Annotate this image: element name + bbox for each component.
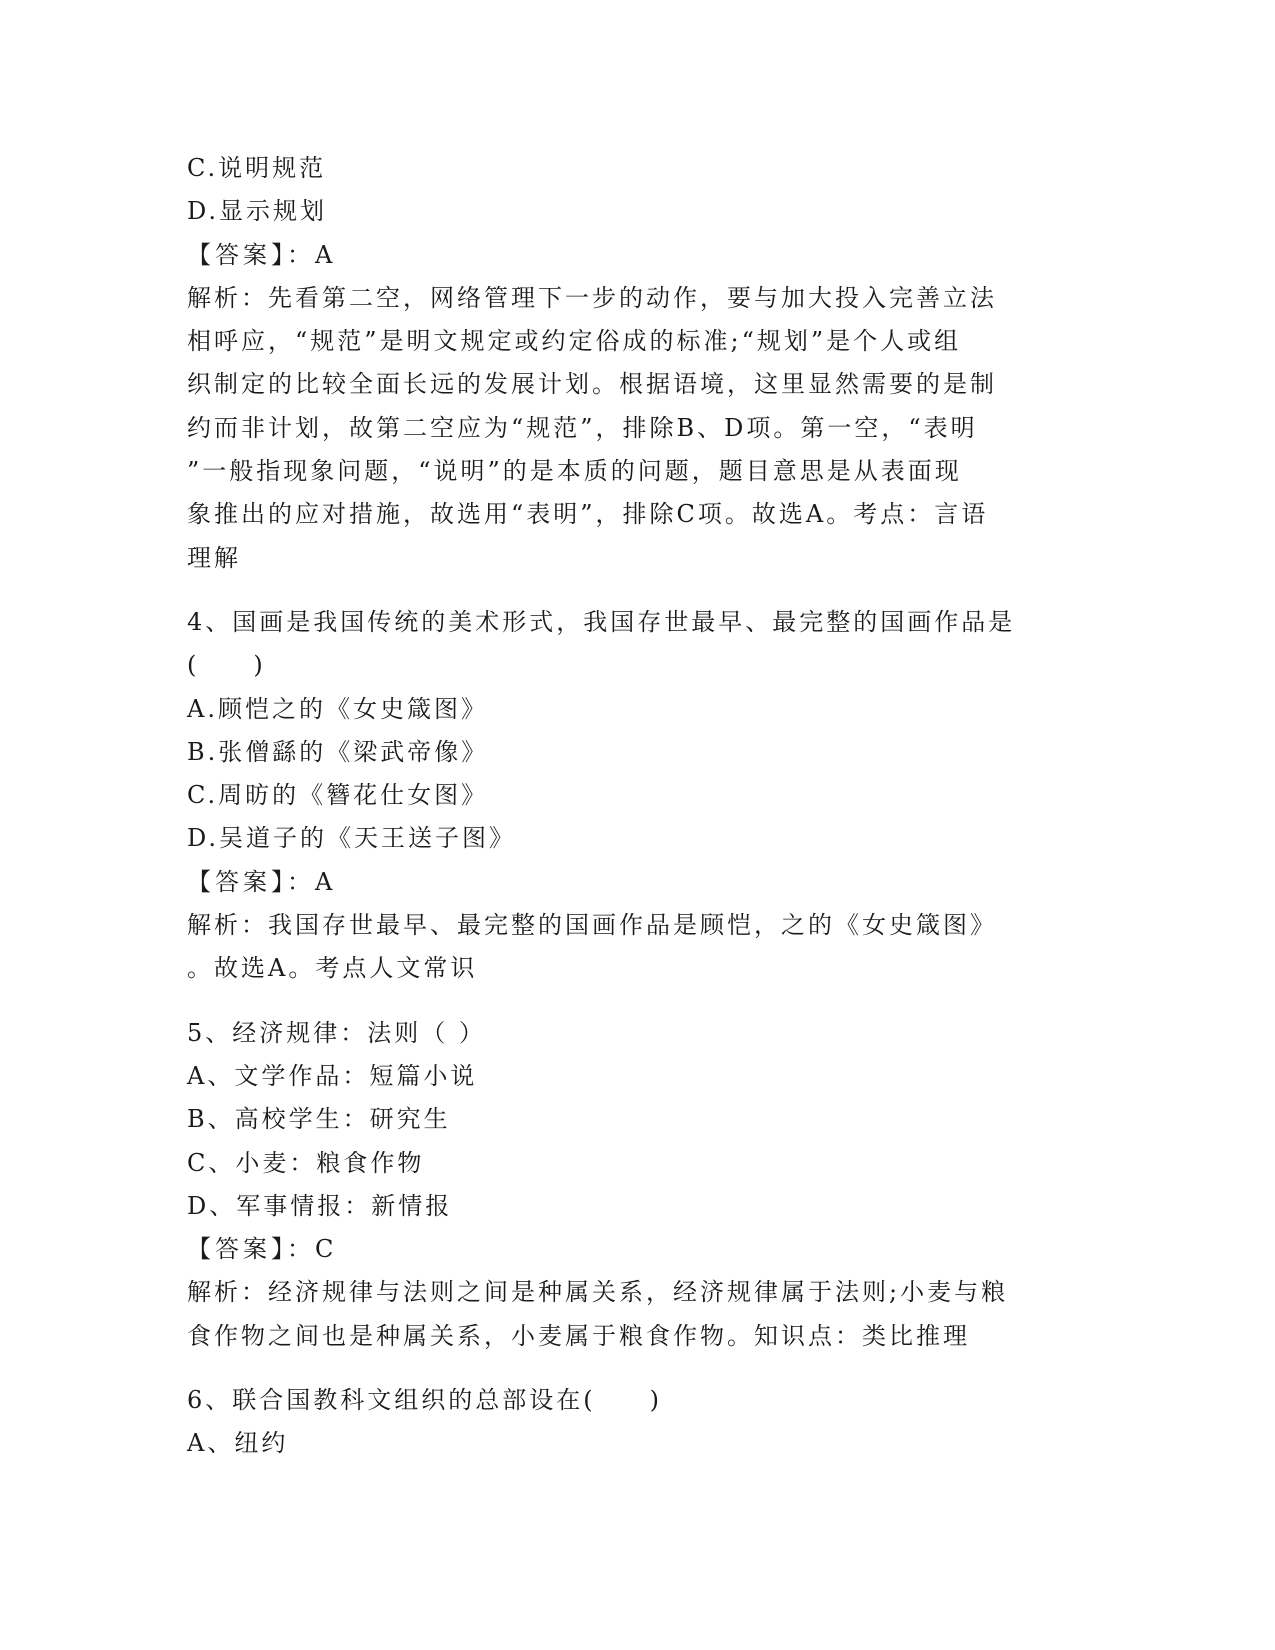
analysis-line: 。故选A。考点人文常识 xyxy=(187,954,478,983)
analysis-line: 象推出的应对措施，故选用“表明”，排除C项。故选A。考点：言语 xyxy=(187,500,989,529)
option-d: D.显示规划 xyxy=(187,197,328,226)
analysis-line: 解析：先看第二空，网络管理下一步的动作，要与加大投入完善立法 xyxy=(187,283,997,312)
analysis-text xyxy=(187,277,1087,580)
analysis-line: 约而非计划，故第二空应为“规范”，排除B、D项。第一空，“表明 xyxy=(187,413,978,442)
analysis-line: 相呼应，“规范”是明文规定或约定俗成的标准;“规划”是个人或组 xyxy=(187,327,962,356)
question-stem: 5、经济规律：法则（ ） xyxy=(187,1018,486,1047)
answer-label: 【答案】：C xyxy=(187,1235,338,1264)
question-3-tail xyxy=(187,147,1087,580)
option-c: C.周昉的《簪花仕女图》 xyxy=(187,781,489,810)
analysis-line: 食作物之间也是种属关系，小麦属于粮食作物。知识点：类比推理 xyxy=(187,1321,970,1350)
option-c: C、小麦：粮食作物 xyxy=(187,1148,425,1177)
option-b: B、高校学生：研究生 xyxy=(187,1105,451,1134)
question-5 xyxy=(187,1012,1087,1358)
option-a: A、文学作品：短篇小说 xyxy=(187,1061,478,1090)
question-stem: 4、国画是我国传统的美术形式，我国存世最早、最完整的国画作品是 xyxy=(187,607,1016,636)
answer-label: 【答案】：A xyxy=(187,867,337,896)
analysis-line: 解析：经济规律与法则之间是种属关系，经济规律属于法则;小麦与粮 xyxy=(187,1278,1009,1307)
question-4 xyxy=(187,601,1087,991)
exam-page xyxy=(187,147,1087,1466)
option-a: A、纽约 xyxy=(187,1429,289,1458)
analysis-line: 织制定的比较全面长远的发展计划。根据语境，这里显然需要的是制 xyxy=(187,370,997,399)
option-d: D、军事情报：新情报 xyxy=(187,1191,453,1220)
option-d: D.吴道子的《天王送子图》 xyxy=(187,824,517,853)
option-c: C.说明规范 xyxy=(187,154,327,182)
question-stem: 6、联合国教科文组织的总部设在( ) xyxy=(187,1386,662,1415)
analysis-line: 解析：我国存世最早、最完整的国画作品是顾恺，之的《女史箴图》 xyxy=(187,911,997,940)
section-gap xyxy=(187,1358,1087,1379)
analysis-line: ”一般指现象问题，“说明”的是本质的问题，题目意思是从表面现 xyxy=(187,457,962,486)
section-gap xyxy=(187,991,1087,1012)
section-gap xyxy=(187,580,1087,601)
option-a: A.顾恺之的《女史箴图》 xyxy=(187,694,488,723)
option-b: B.张僧繇的《梁武帝像》 xyxy=(187,737,489,766)
analysis-line: 理解 xyxy=(187,543,241,572)
answer-label: 【答案】：A xyxy=(187,240,337,269)
question-6 xyxy=(187,1379,1087,1466)
question-stem: ( ) xyxy=(187,651,266,680)
